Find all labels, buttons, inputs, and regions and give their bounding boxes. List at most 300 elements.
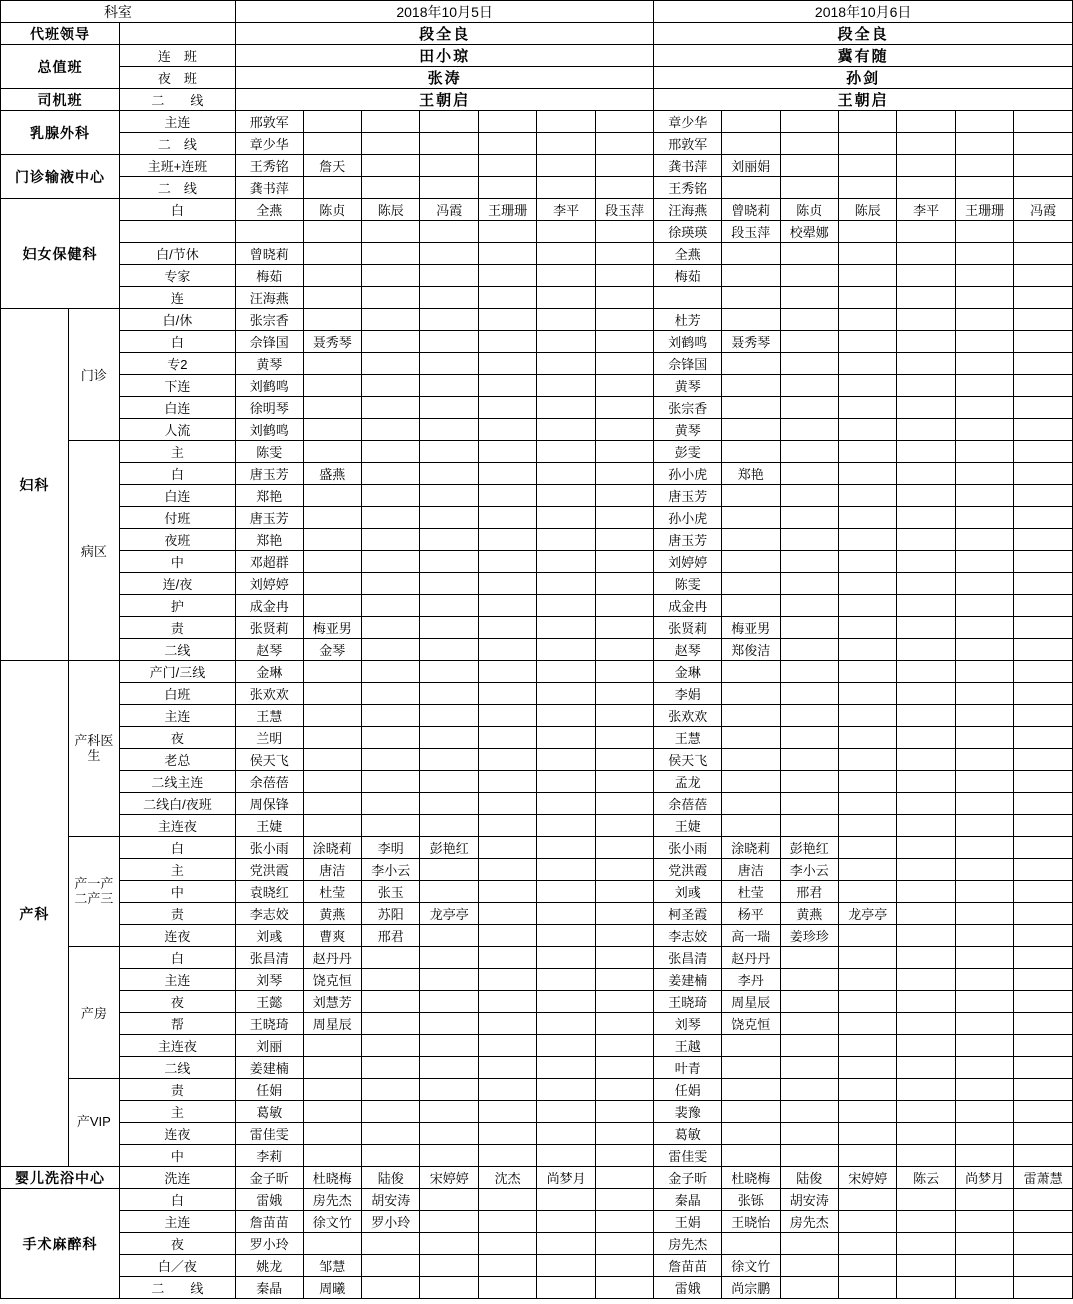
empty-cell <box>537 1233 595 1255</box>
empty-cell <box>955 551 1013 573</box>
empty-cell <box>362 243 420 265</box>
empty-cell <box>362 1057 420 1079</box>
empty-cell <box>420 331 478 353</box>
empty-cell <box>595 903 654 925</box>
empty-cell <box>478 111 536 133</box>
empty-cell <box>595 1101 654 1123</box>
empty-cell <box>1014 133 1073 155</box>
empty-cell <box>420 793 478 815</box>
empty-cell <box>420 1189 478 1211</box>
day1-name: 唐玉芳 <box>235 463 303 485</box>
day2-name: 姜建楠 <box>654 969 722 991</box>
empty-cell <box>780 815 838 837</box>
empty-cell <box>897 1123 955 1145</box>
empty-cell <box>362 177 420 199</box>
header-day2: 2018年10月6日 <box>654 1 1073 23</box>
empty-cell <box>595 1277 654 1299</box>
empty-cell <box>478 1123 536 1145</box>
empty-cell <box>654 287 722 309</box>
table-row <box>1 1035 1073 1057</box>
empty-cell <box>478 1145 536 1167</box>
empty-cell <box>780 617 838 639</box>
empty-cell <box>897 1189 955 1211</box>
empty-cell <box>838 177 896 199</box>
empty-cell <box>722 573 780 595</box>
empty-cell <box>1014 1057 1073 1079</box>
empty-cell <box>420 815 478 837</box>
day2-name: 秦晶 <box>654 1189 722 1211</box>
day2-name: 汪海燕 <box>654 199 722 221</box>
empty-cell <box>722 177 780 199</box>
empty-cell <box>595 507 654 529</box>
shift-label: 二 线 <box>119 89 235 111</box>
day1-name: 刘丽 <box>235 1035 303 1057</box>
day1-value: 段全良 <box>235 23 654 45</box>
day2-name: 陈云 <box>897 1167 955 1189</box>
empty-cell <box>595 243 654 265</box>
empty-cell <box>1014 221 1073 243</box>
empty-cell <box>722 771 780 793</box>
day2-name: 尚梦月 <box>955 1167 1013 1189</box>
empty-cell <box>478 529 536 551</box>
empty-cell <box>362 595 420 617</box>
empty-cell <box>955 837 1013 859</box>
empty-cell <box>537 705 595 727</box>
shift-label: 二线 <box>119 639 235 661</box>
empty-cell <box>838 287 896 309</box>
table-row <box>1 727 1073 749</box>
empty-cell <box>362 1277 420 1299</box>
day2-name: 王慧 <box>654 727 722 749</box>
empty-cell <box>722 1145 780 1167</box>
empty-cell <box>838 309 896 331</box>
shift-label: 连 <box>119 287 235 309</box>
empty-cell <box>1014 155 1073 177</box>
table-row <box>1 45 1073 67</box>
empty-cell <box>303 397 361 419</box>
empty-cell <box>897 1013 955 1035</box>
empty-cell <box>478 1211 536 1233</box>
empty-cell <box>362 639 420 661</box>
empty-cell <box>595 419 654 441</box>
empty-cell <box>838 155 896 177</box>
empty-cell <box>955 573 1013 595</box>
day1-name: 胡安涛 <box>362 1189 420 1211</box>
empty-cell <box>420 1057 478 1079</box>
day2-name: 彭艳红 <box>780 837 838 859</box>
empty-cell <box>897 507 955 529</box>
empty-cell <box>537 793 595 815</box>
empty-cell <box>722 1035 780 1057</box>
day1-name: 唐洁 <box>303 859 361 881</box>
empty-cell <box>780 265 838 287</box>
empty-cell <box>1014 793 1073 815</box>
shift-label: 夜 <box>119 991 235 1013</box>
empty-cell <box>955 1211 1013 1233</box>
empty-cell <box>420 265 478 287</box>
empty-cell <box>955 1013 1013 1035</box>
empty-cell <box>838 793 896 815</box>
empty-cell <box>1014 177 1073 199</box>
empty-cell <box>595 155 654 177</box>
empty-cell <box>1014 1211 1073 1233</box>
empty-cell <box>1014 1101 1073 1123</box>
empty-cell <box>537 375 595 397</box>
empty-cell <box>595 287 654 309</box>
table-row <box>1 683 1073 705</box>
dept-label: 乳腺外科 <box>1 111 120 155</box>
table-row <box>1 639 1073 661</box>
empty-cell <box>362 771 420 793</box>
empty-cell <box>780 639 838 661</box>
empty-cell <box>478 551 536 573</box>
empty-cell <box>722 683 780 705</box>
empty-cell <box>1014 375 1073 397</box>
day1-name: 章少华 <box>235 133 303 155</box>
empty-cell <box>838 419 896 441</box>
empty-cell <box>838 397 896 419</box>
empty-cell <box>780 1013 838 1035</box>
empty-cell <box>780 793 838 815</box>
empty-cell <box>1014 287 1073 309</box>
table-row <box>1 1255 1073 1277</box>
shift-label: 护 <box>119 595 235 617</box>
empty-cell <box>420 111 478 133</box>
empty-cell <box>303 1057 361 1079</box>
shift-label: 白连 <box>119 397 235 419</box>
empty-cell <box>838 331 896 353</box>
empty-cell <box>722 287 780 309</box>
day2-name: 张昌清 <box>654 947 722 969</box>
empty-cell <box>420 507 478 529</box>
empty-cell <box>838 1035 896 1057</box>
empty-cell <box>722 353 780 375</box>
empty-cell <box>955 1101 1013 1123</box>
day2-name: 雷娥 <box>654 1277 722 1299</box>
empty-cell <box>838 1057 896 1079</box>
day1-name: 汪海燕 <box>235 287 303 309</box>
empty-cell <box>595 815 654 837</box>
day1-name: 尚梦月 <box>537 1167 595 1189</box>
day1-name: 李小云 <box>362 859 420 881</box>
day2-name: 佘锋国 <box>654 353 722 375</box>
day1-name: 郑艳 <box>235 529 303 551</box>
day1-name: 彭艳红 <box>420 837 478 859</box>
day2-name: 杜晓梅 <box>722 1167 780 1189</box>
empty-cell <box>897 573 955 595</box>
table-row <box>1 287 1073 309</box>
day2-name: 胡安涛 <box>780 1189 838 1211</box>
empty-cell <box>478 859 536 881</box>
empty-cell <box>420 287 478 309</box>
empty-cell <box>595 1013 654 1035</box>
table-row <box>1 551 1073 573</box>
empty-cell <box>478 771 536 793</box>
empty-cell <box>722 749 780 771</box>
empty-cell <box>955 1079 1013 1101</box>
day1-name: 邢君 <box>362 925 420 947</box>
empty-cell <box>537 969 595 991</box>
empty-cell <box>1014 507 1073 529</box>
day1-name: 邓超群 <box>235 551 303 573</box>
empty-cell <box>780 353 838 375</box>
day2-name: 杜莹 <box>722 881 780 903</box>
empty-cell <box>897 617 955 639</box>
dept-label: 门诊输液中心 <box>1 155 120 199</box>
empty-cell <box>537 639 595 661</box>
table-row <box>1 397 1073 419</box>
table-row <box>1 1057 1073 1079</box>
shift-label: 白 <box>119 947 235 969</box>
day2-name: 龚书萍 <box>654 155 722 177</box>
empty-cell <box>897 969 955 991</box>
shift-label: 洗连 <box>119 1167 235 1189</box>
empty-cell <box>955 1123 1013 1145</box>
empty-cell <box>955 331 1013 353</box>
empty-cell <box>897 397 955 419</box>
day2-name: 周星辰 <box>722 991 780 1013</box>
day1-name: 雷娥 <box>235 1189 303 1211</box>
day2-name: 涂晓莉 <box>722 837 780 859</box>
day1-name: 成金冉 <box>235 595 303 617</box>
table-row <box>1 111 1073 133</box>
empty-cell <box>537 1145 595 1167</box>
shift-label: 白 <box>119 463 235 485</box>
day1-name: 张宗香 <box>235 309 303 331</box>
empty-cell <box>420 133 478 155</box>
empty-cell <box>303 749 361 771</box>
empty-cell <box>780 1057 838 1079</box>
empty-cell <box>780 331 838 353</box>
empty-cell <box>537 595 595 617</box>
empty-cell <box>420 397 478 419</box>
empty-cell <box>362 1145 420 1167</box>
empty-cell <box>303 265 361 287</box>
empty-cell <box>838 133 896 155</box>
day2-name: 詹苗苗 <box>654 1255 722 1277</box>
empty-cell <box>955 485 1013 507</box>
empty-cell <box>595 793 654 815</box>
empty-cell <box>897 1211 955 1233</box>
empty-cell <box>537 859 595 881</box>
empty-cell <box>303 529 361 551</box>
empty-cell <box>537 133 595 155</box>
empty-cell <box>955 969 1013 991</box>
day2-name: 龙亭亭 <box>838 903 896 925</box>
empty-cell <box>595 133 654 155</box>
empty-cell <box>537 991 595 1013</box>
shift-label: 二线白/夜班 <box>119 793 235 815</box>
empty-cell <box>955 419 1013 441</box>
empty-cell <box>595 925 654 947</box>
empty-cell <box>955 133 1013 155</box>
day2-name: 陈辰 <box>838 199 896 221</box>
empty-cell <box>955 353 1013 375</box>
empty-cell <box>478 265 536 287</box>
day2-name: 尚宗鹏 <box>722 1277 780 1299</box>
day2-name: 唐玉芳 <box>654 485 722 507</box>
shift-label: 白 <box>119 1189 235 1211</box>
empty-cell <box>838 1233 896 1255</box>
dept-label: 产科 <box>1 661 69 1167</box>
day2-name: 党洪霞 <box>654 859 722 881</box>
day1-name: 刘鹤鸣 <box>235 419 303 441</box>
empty-cell <box>420 1101 478 1123</box>
table-row <box>1 1145 1073 1167</box>
empty-cell <box>1014 661 1073 683</box>
day2-name: 李娟 <box>654 683 722 705</box>
empty-cell <box>780 155 838 177</box>
empty-cell <box>303 133 361 155</box>
empty-cell <box>780 1101 838 1123</box>
empty-cell <box>537 485 595 507</box>
table-row <box>1 309 1073 331</box>
empty-cell <box>955 1233 1013 1255</box>
day2-name: 孙小虎 <box>654 507 722 529</box>
day2-name: 唐玉芳 <box>654 529 722 551</box>
empty-cell <box>595 309 654 331</box>
empty-cell <box>722 529 780 551</box>
day1-name: 冯霞 <box>420 199 478 221</box>
empty-cell <box>420 573 478 595</box>
empty-cell <box>478 309 536 331</box>
empty-cell <box>897 529 955 551</box>
empty-cell <box>537 661 595 683</box>
table-row <box>1 221 1073 243</box>
empty-cell <box>897 595 955 617</box>
day1-name: 刘婷婷 <box>235 573 303 595</box>
header-day1: 2018年10月5日 <box>235 1 654 23</box>
day2-name: 邢敦军 <box>654 133 722 155</box>
empty-cell <box>537 287 595 309</box>
empty-cell <box>303 177 361 199</box>
empty-cell <box>1014 111 1073 133</box>
day1-name: 张贤莉 <box>235 617 303 639</box>
table-row <box>1 89 1073 111</box>
shift-label: 二线主连 <box>119 771 235 793</box>
empty-cell <box>537 1255 595 1277</box>
empty-cell <box>537 353 595 375</box>
empty-cell <box>955 111 1013 133</box>
empty-cell <box>303 221 361 243</box>
table-row <box>1 199 1073 221</box>
day2-name: 王越 <box>654 1035 722 1057</box>
table-row <box>1 595 1073 617</box>
empty-cell <box>537 749 595 771</box>
day1-name: 李明 <box>362 837 420 859</box>
empty-cell <box>595 661 654 683</box>
empty-cell <box>1014 771 1073 793</box>
empty-cell <box>537 529 595 551</box>
empty-cell <box>362 287 420 309</box>
day2-value: 王朝启 <box>654 89 1073 111</box>
empty-cell <box>955 155 1013 177</box>
empty-cell <box>897 353 955 375</box>
empty-cell <box>838 617 896 639</box>
empty-cell <box>595 881 654 903</box>
empty-cell <box>595 859 654 881</box>
table-row <box>1 155 1073 177</box>
empty-cell <box>897 727 955 749</box>
empty-cell <box>955 441 1013 463</box>
day1-name: 刘慧芳 <box>303 991 361 1013</box>
empty-cell <box>1014 859 1073 881</box>
empty-cell <box>362 705 420 727</box>
empty-cell <box>420 1255 478 1277</box>
empty-cell <box>780 397 838 419</box>
empty-cell <box>362 551 420 573</box>
empty-cell <box>537 551 595 573</box>
shift-label: 夜 班 <box>119 67 235 89</box>
day1-name: 罗小玲 <box>362 1211 420 1233</box>
empty-cell <box>362 353 420 375</box>
empty-cell <box>780 947 838 969</box>
empty-cell <box>362 617 420 639</box>
day1-name: 王晓琦 <box>235 1013 303 1035</box>
table-row <box>1 67 1073 89</box>
empty-cell <box>897 243 955 265</box>
day1-name: 王懿 <box>235 991 303 1013</box>
empty-cell <box>838 1211 896 1233</box>
table-row <box>1 793 1073 815</box>
dept-label: 司机班 <box>1 89 120 111</box>
empty-cell <box>478 595 536 617</box>
empty-cell <box>897 1035 955 1057</box>
table-row <box>1 617 1073 639</box>
day1-name: 段玉萍 <box>595 199 654 221</box>
empty-cell <box>303 1233 361 1255</box>
table-row <box>1 1079 1073 1101</box>
empty-cell <box>1014 925 1073 947</box>
empty-cell <box>595 705 654 727</box>
empty-cell <box>838 485 896 507</box>
empty-cell <box>478 1057 536 1079</box>
empty-cell <box>722 705 780 727</box>
empty-cell <box>478 727 536 749</box>
empty-cell <box>537 177 595 199</box>
day2-name: 杨平 <box>722 903 780 925</box>
empty-cell <box>478 177 536 199</box>
empty-cell <box>955 881 1013 903</box>
empty-cell <box>955 309 1013 331</box>
empty-cell <box>478 925 536 947</box>
empty-cell <box>537 265 595 287</box>
table-row <box>1 1101 1073 1123</box>
empty-cell <box>780 727 838 749</box>
day1-name: 刘彧 <box>235 925 303 947</box>
empty-cell <box>897 419 955 441</box>
empty-cell <box>838 991 896 1013</box>
day1-name: 张昌清 <box>235 947 303 969</box>
day2-name: 孟龙 <box>654 771 722 793</box>
shift-label: 白／夜 <box>119 1255 235 1277</box>
empty-cell <box>897 485 955 507</box>
empty-cell <box>838 1145 896 1167</box>
empty-cell <box>303 815 361 837</box>
day1-name: 郑艳 <box>235 485 303 507</box>
empty-cell <box>897 221 955 243</box>
day2-name: 陈雯 <box>654 573 722 595</box>
shift-label: 产门/三线 <box>119 661 235 683</box>
empty-cell <box>955 1189 1013 1211</box>
empty-cell <box>420 1079 478 1101</box>
empty-cell <box>478 485 536 507</box>
day1-name: 袁晓红 <box>235 881 303 903</box>
empty-cell <box>537 1123 595 1145</box>
day1-name: 沈杰 <box>478 1167 536 1189</box>
empty-cell <box>420 749 478 771</box>
empty-cell <box>955 793 1013 815</box>
